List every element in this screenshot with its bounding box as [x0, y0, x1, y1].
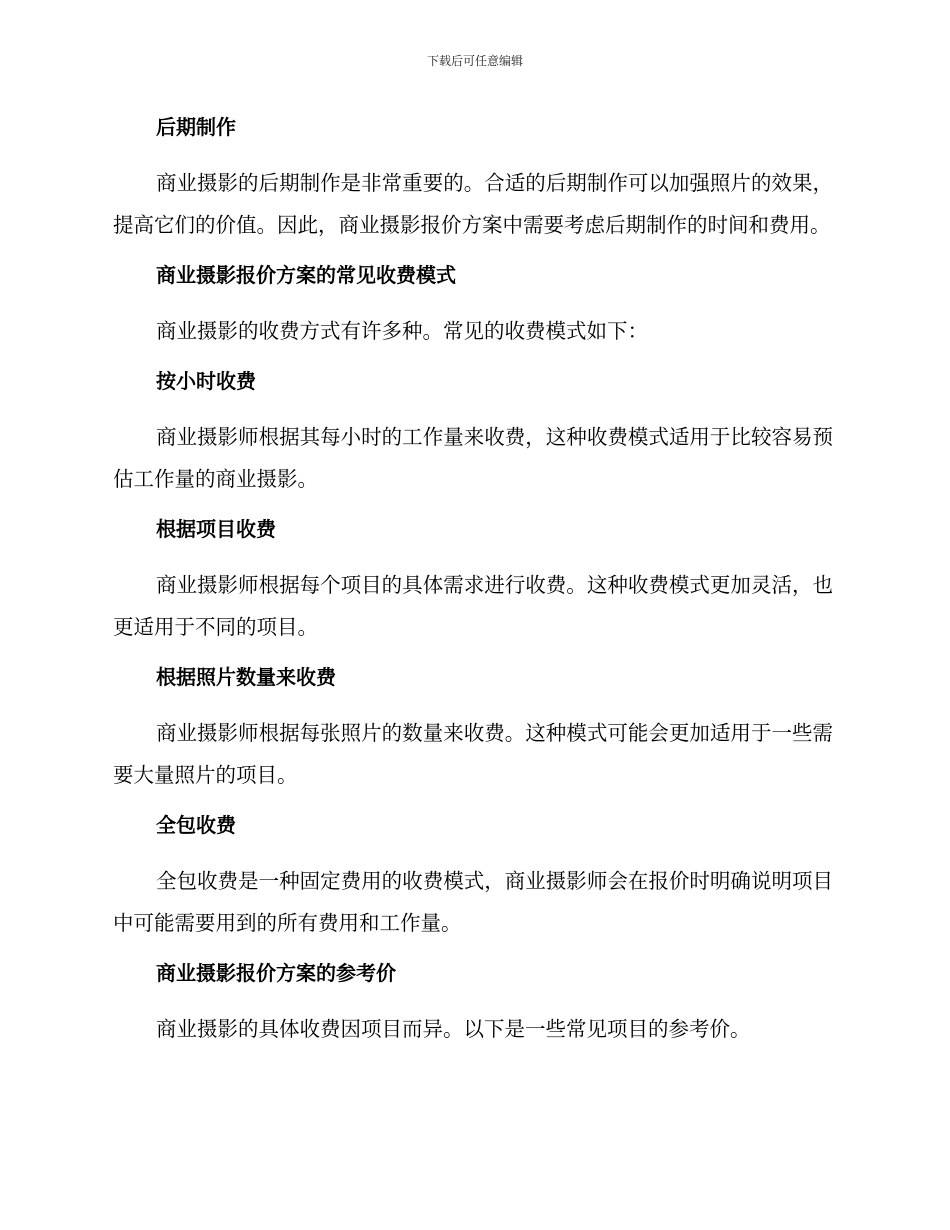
section-paragraph: 商业摄影的具体收费因项目而异。以下是一些常见项目的参考价。 — [156, 1017, 751, 1041]
section-project-fee — [113, 510, 833, 658]
section-heading: 全包收费 — [156, 813, 236, 837]
section-fee-models — [113, 256, 833, 362]
section-paragraph: 商业摄影师根据其每小时的工作量来收费，这种收费模式适用于比较容易预估工作量的商业摄影。 — [113, 425, 833, 491]
section-heading: 商业摄影报价方案的常见收费模式 — [156, 263, 456, 287]
section-heading: 商业摄影报价方案的参考价 — [156, 961, 396, 985]
section-paragraph: 商业摄影的后期制作是非常重要的。合适的后期制作可以加强照片的效果，提高它们的价值。因此，商业摄影报价方案中需要考虑后期制作的时间和费用。 — [113, 171, 833, 237]
section-paragraph: 商业摄影的收费方式有许多种。常见的收费模式如下： — [156, 319, 648, 343]
document-body — [113, 108, 833, 1050]
section-heading: 根据项目收费 — [156, 517, 276, 541]
page-header: 下载后可任意编辑 — [426, 54, 523, 68]
section-paragraph: 商业摄影师根据每张照片的数量来收费。这种模式可能会更加适用于一些需要大量照片的项目。 — [113, 721, 833, 787]
section-reference-prices — [113, 954, 833, 1050]
section-heading: 根据照片数量来收费 — [156, 665, 336, 689]
section-per-photo-fee — [113, 658, 833, 806]
section-post-production — [113, 108, 833, 256]
section-all-inclusive-fee — [113, 806, 833, 954]
section-heading: 后期制作 — [156, 115, 236, 139]
section-hourly-fee — [113, 362, 833, 510]
section-paragraph: 商业摄影师根据每个项目的具体需求进行收费。这种收费模式更加灵活，也更适用于不同的项目。 — [113, 573, 833, 639]
section-paragraph: 全包收费是一种固定费用的收费模式，商业摄影师会在报价时明确说明项目中可能需要用到的所有费用和工作量。 — [113, 869, 833, 935]
section-heading: 按小时收费 — [156, 369, 256, 393]
